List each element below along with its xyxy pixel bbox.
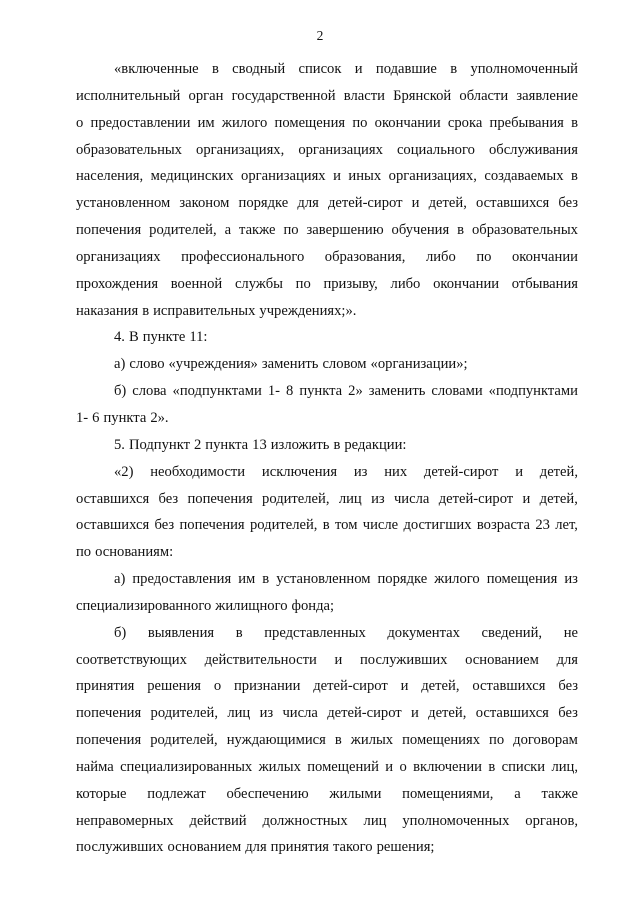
text-word: решения; — [376, 839, 435, 856]
text-line — [76, 56, 578, 83]
text-word: решения — [147, 678, 202, 695]
text-word: действий — [189, 812, 247, 829]
text-word: включении — [413, 758, 482, 775]
text-word: прохождения — [76, 275, 159, 292]
text-word: организациях — [76, 248, 161, 265]
text-word: организациях, — [388, 168, 477, 185]
text-word: подавшие — [375, 61, 437, 77]
text-word: основаниям: — [95, 544, 174, 561]
text-word: либо — [425, 248, 456, 265]
text-word: для — [556, 651, 578, 668]
text-word: изложить — [270, 436, 330, 453]
text-word: организациях, — [196, 141, 285, 158]
text-word: лиц — [338, 490, 362, 507]
text-word: числа — [393, 490, 430, 507]
text-word: по — [76, 544, 92, 561]
text-word: области — [459, 87, 509, 104]
text-word: 6 — [92, 409, 100, 426]
text-word: из — [353, 463, 368, 480]
text-word: из — [564, 571, 578, 588]
text-word: профессионального — [181, 248, 305, 265]
text-word: жилых — [350, 732, 394, 749]
text-line — [76, 244, 578, 271]
text-word: установленном — [276, 571, 371, 588]
text-line — [76, 700, 578, 727]
text-word: оставшихся — [476, 195, 550, 212]
text-word: по — [352, 114, 368, 131]
text-word: лиц — [363, 812, 387, 829]
text-word: детей, — [539, 490, 578, 507]
text-word: наказания — [76, 302, 139, 319]
text-word: представленных — [264, 624, 366, 641]
text-word: попечения — [76, 732, 142, 749]
text-word: достигших — [403, 517, 472, 534]
text-word: попечения — [187, 490, 253, 507]
text-word: а) — [114, 356, 126, 373]
text-word: пункта — [205, 436, 249, 453]
text-word: социального — [396, 141, 475, 158]
text-word: организациях — [298, 141, 383, 158]
text-word: них — [384, 463, 408, 480]
text-word: основанием — [167, 839, 242, 856]
text-line — [76, 593, 578, 620]
text-word: том — [334, 517, 358, 534]
text-word: из — [259, 705, 274, 722]
text-line — [76, 512, 578, 539]
text-word: пункте — [142, 329, 186, 346]
text-word: в — [262, 571, 270, 588]
text-word: лиц, — [551, 758, 578, 775]
text-word: организациях — [241, 168, 326, 185]
text-word: заменить — [368, 383, 426, 400]
text-word: по — [295, 275, 311, 292]
text-word: найма — [76, 758, 114, 775]
text-word: для — [245, 839, 267, 856]
text-word: списки — [501, 758, 546, 775]
text-word: в — [488, 758, 496, 775]
text-word: Подпункт — [128, 436, 190, 453]
text-word: а — [514, 785, 521, 802]
text-word: и — [334, 651, 343, 668]
text-word: в — [457, 222, 465, 239]
text-word: и — [333, 168, 341, 185]
text-word: в — [333, 436, 341, 453]
text-word: срока — [447, 114, 483, 131]
text-word: детей-сирот — [438, 490, 514, 507]
text-word: попечения — [179, 517, 245, 534]
text-word: также — [239, 222, 276, 239]
text-word: пункта — [103, 409, 147, 426]
text-word: принятия — [76, 678, 135, 695]
text-word: детей, — [428, 705, 467, 722]
text-word: окончании — [433, 275, 500, 292]
text-line — [76, 271, 578, 298]
text-word: в — [235, 624, 243, 641]
text-word: по — [489, 732, 505, 749]
text-word: уполномоченных — [402, 812, 510, 829]
text-word: возраста — [476, 517, 530, 534]
text-word: 5. — [114, 436, 125, 453]
text-word: помещения — [486, 571, 558, 588]
text-word: Брянской — [393, 87, 452, 104]
text-word: о — [213, 678, 222, 695]
text-word: либо — [390, 275, 421, 292]
text-word: родителей, — [249, 517, 318, 534]
text-word: орган — [188, 87, 224, 104]
text-word: исполнительный — [76, 87, 181, 104]
text-word: «организации»; — [370, 356, 468, 373]
text-word: детей, — [428, 195, 467, 212]
text-word: а — [224, 222, 232, 239]
text-word: принятия — [270, 839, 329, 856]
text-word: медицинских — [150, 168, 234, 185]
text-line — [76, 459, 578, 486]
text-word: заменить — [261, 356, 319, 373]
text-word: им — [197, 114, 215, 131]
text-word: без — [154, 517, 175, 534]
text-word: должностных — [262, 812, 348, 829]
text-word: попечения — [76, 222, 142, 239]
text-line — [76, 620, 578, 647]
text-word: законом — [179, 195, 230, 212]
text-word: нуждающимися — [226, 732, 326, 749]
text-word: и — [411, 195, 420, 212]
text-word: обслуживания — [488, 141, 578, 158]
text-word: обучения — [391, 222, 450, 239]
text-word: слова — [132, 383, 167, 400]
text-word: лиц — [227, 705, 251, 722]
text-word: для — [297, 195, 319, 212]
text-word: детей-сирот — [423, 463, 499, 480]
text-word: предоставлении — [90, 114, 191, 131]
text-word: необходимости — [150, 463, 246, 480]
text-line — [76, 405, 578, 432]
text-word: жилого — [221, 114, 268, 131]
text-word: 4. — [114, 329, 125, 346]
text-word: оставшихся — [76, 490, 150, 507]
text-word: 11: — [189, 329, 208, 346]
text-line — [76, 163, 578, 190]
text-word: по — [283, 222, 299, 239]
text-word: отбывания — [511, 275, 578, 292]
text-word: государственной — [231, 87, 336, 104]
text-line — [76, 324, 578, 351]
page-number: 2 — [316, 28, 324, 43]
text-word: родителей, — [262, 490, 330, 507]
text-word: в — [450, 61, 458, 77]
text-word: сведений, — [481, 624, 543, 641]
text-word: список — [298, 61, 342, 77]
text-word: исправительных — [153, 302, 256, 319]
text-word: попечения — [76, 705, 142, 722]
text-word: «учреждения» — [168, 356, 258, 373]
text-word: службы — [234, 275, 283, 292]
text-word: помещениями, — [402, 785, 494, 802]
text-word: по — [476, 248, 492, 265]
text-word: образовательных — [76, 141, 182, 158]
text-line — [76, 190, 578, 217]
text-word: детей-сирот — [313, 678, 388, 695]
text-word: исключения — [261, 463, 338, 480]
text-word: редакции: — [344, 436, 407, 453]
text-word: в — [322, 517, 330, 534]
text-line — [76, 754, 578, 781]
text-word: а) — [114, 571, 126, 588]
text-word: органов, — [525, 812, 578, 829]
document-body — [76, 56, 578, 861]
text-word: и — [515, 463, 523, 480]
text-word: сводный — [232, 61, 286, 77]
text-word: военной — [170, 275, 223, 292]
text-word: 1- — [267, 383, 281, 400]
text-word: слово — [129, 356, 165, 373]
text-word: власти — [343, 87, 385, 104]
text-line — [76, 110, 578, 137]
text-word: завершению — [306, 222, 384, 239]
text-word: 13 — [252, 436, 267, 453]
text-word: договорам — [513, 732, 578, 749]
text-word: населения, — [76, 168, 144, 185]
text-line — [76, 486, 578, 513]
text-word: которые — [76, 785, 127, 802]
text-word: словами — [431, 383, 483, 400]
text-line — [76, 378, 578, 405]
text-word: и — [400, 678, 409, 695]
text-word: образования, — [324, 248, 406, 265]
text-word: без — [558, 705, 578, 722]
text-line — [76, 647, 578, 674]
text-word: жилых — [258, 758, 301, 775]
text-word: б) — [114, 383, 127, 400]
text-word: образовательных — [471, 222, 578, 239]
text-word: словом — [322, 356, 367, 373]
text-word: жилого — [434, 571, 480, 588]
text-line — [76, 539, 578, 566]
text-word: оставшихся — [76, 517, 150, 534]
text-word: действительности — [204, 651, 317, 668]
text-word: соответствующих — [76, 651, 187, 668]
text-word: предоставления — [132, 571, 232, 588]
text-line — [76, 727, 578, 754]
text-word: числе — [362, 517, 399, 534]
text-word: лет, — [555, 517, 578, 534]
text-line — [76, 351, 578, 378]
text-word: детей, — [421, 678, 460, 695]
text-word: 2 — [194, 436, 202, 453]
text-word: без — [558, 678, 578, 695]
text-word: в — [571, 114, 578, 131]
text-word: в — [571, 168, 578, 185]
text-word: окончании — [374, 114, 441, 131]
text-word: «2) — [114, 463, 134, 480]
text-word: родителей, — [149, 222, 217, 239]
text-word: числа — [282, 705, 318, 722]
text-word: и — [385, 758, 394, 775]
text-word: и — [522, 490, 531, 507]
text-word: также — [541, 785, 578, 802]
text-word: пункта — [299, 383, 343, 400]
text-word: 1- — [76, 409, 89, 426]
text-word: о — [76, 114, 84, 131]
text-word: учреждениях;». — [259, 302, 357, 319]
text-word: в — [211, 61, 219, 77]
text-word: заявление — [516, 87, 578, 104]
text-word: призыву, — [323, 275, 378, 292]
text-word: без — [558, 195, 578, 212]
text-word: о — [399, 758, 407, 775]
text-line — [76, 808, 578, 835]
text-word: «подпунктами — [488, 383, 578, 400]
text-word: оставшихся — [472, 678, 546, 695]
text-line — [76, 673, 578, 700]
text-word: окончании — [511, 248, 578, 265]
text-word: в — [142, 302, 150, 319]
text-word: основанием — [465, 651, 539, 668]
text-word: и — [411, 705, 419, 722]
text-word: помещениях — [402, 732, 480, 749]
text-word: порядке — [377, 571, 428, 588]
text-word: «включенные — [114, 61, 199, 77]
text-word: в — [334, 732, 342, 749]
text-line — [76, 217, 578, 244]
text-word: не — [563, 624, 578, 641]
text-word: из — [371, 490, 385, 507]
text-word: фонда; — [291, 597, 335, 614]
text-word: создаваемых — [484, 168, 564, 185]
text-word: детей, — [539, 463, 578, 480]
text-word: помещений — [307, 758, 379, 775]
text-word: признании — [234, 678, 301, 695]
text-word: пребывания — [489, 114, 564, 131]
text-word: б) — [114, 624, 127, 641]
text-word: специализированных — [120, 758, 253, 775]
text-line — [76, 137, 578, 164]
text-word: 2» — [348, 383, 363, 400]
text-word: им — [238, 571, 256, 588]
text-word: «подпунктами — [172, 383, 262, 400]
text-word: без — [158, 490, 179, 507]
text-word: неправомерных — [76, 812, 174, 829]
text-line — [76, 298, 578, 325]
text-word: 8 — [286, 383, 294, 400]
text-word: детей-сирот — [327, 705, 402, 722]
text-word: документах — [387, 624, 460, 641]
text-word: установленном — [76, 195, 171, 212]
text-word: специализированного — [76, 597, 212, 614]
text-word: подлежат — [147, 785, 206, 802]
text-word: выявления — [147, 624, 215, 641]
text-word: послуживших — [76, 839, 164, 856]
text-word: помещения — [274, 114, 346, 131]
text-word: иных — [348, 168, 382, 185]
text-word: оставшихся — [475, 705, 549, 722]
text-line — [76, 834, 578, 861]
text-word: 23 — [535, 517, 550, 534]
text-word: обеспечению — [226, 785, 309, 802]
text-line — [76, 83, 578, 110]
text-word: и — [354, 61, 363, 77]
text-line — [76, 781, 578, 808]
text-line — [76, 566, 578, 593]
text-word: В — [128, 329, 139, 346]
text-word: послуживших — [359, 651, 448, 668]
text-word: родителей, — [150, 705, 218, 722]
text-line — [76, 432, 578, 459]
text-word: родителей, — [150, 732, 218, 749]
text-word: детей-сирот — [328, 195, 403, 212]
text-word: такого — [333, 839, 373, 856]
text-word: 2». — [150, 409, 169, 426]
text-word: жилищного — [215, 597, 288, 614]
text-word: уполномоченный — [470, 61, 578, 77]
text-word: жилыми — [329, 785, 382, 802]
text-word: порядке — [238, 195, 289, 212]
